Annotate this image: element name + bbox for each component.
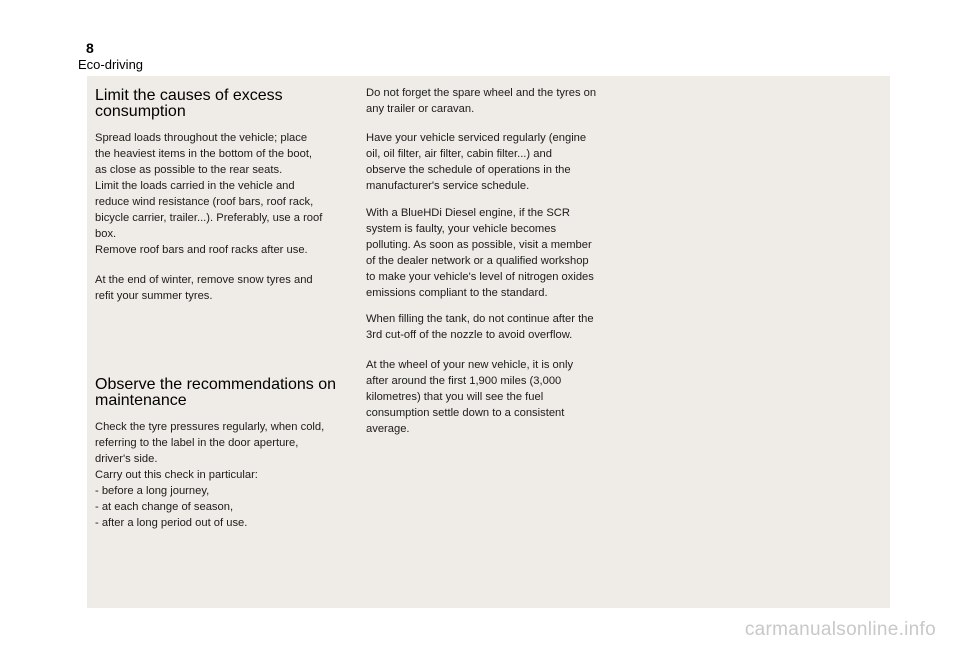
paragraph-winter-tyres: At the end of winter, remove snow tyres and refit your summer tyres. [95, 274, 313, 302]
paragraph-new-vehicle: At the wheel of your new vehicle, it is only after around the first 1,900 miles (3,000 kilometres) that you will see the fuel consumption settle down to a consistent average. [366, 359, 574, 435]
paragraph-servicing: Have your vehicle serviced regularly (engine oil, oil filter, air filter, cabin filter...) and observe the schedule of operations in the manufacturer's service schedule. [366, 132, 587, 192]
watermark-text: carmanualsonline.info [744, 619, 936, 640]
paragraph-scr-system: With a BlueHDi Diesel engine, if the SCR system is faulty, your vehicle becomes polluting. As soon as possible, visit a member of the dealer network or a qualified workshop to make your vehicle's level of nitrogen oxides emissions compliant to the standard. [366, 207, 594, 299]
paragraph-spare-wheel: Do not forget the spare wheel and the tyres on any trailer or caravan. [366, 87, 597, 115]
section-label: Eco-driving [78, 57, 144, 72]
heading-maintenance: Observe the recommendations on maintenance [95, 376, 337, 409]
paragraph-tyre-pressure: Check the tyre pressures regularly, when cold, referring to the label in the door aperture, driver's side. Carry out this check in particular: - before a long journey, - at each change of season, - after a long period out of use. [95, 421, 325, 529]
content-panel [87, 76, 890, 608]
paragraph-loads: Spread loads throughout the vehicle; place the heaviest items in the bottom of the boot, as close as possible to the rear seats. Limit the loads carried in the vehicle and reduce wind resistance (roof bars, roof rack, bicycle carrier, trailer...). Preferably, use a roof box. Remove roof bars and roof racks after use. [95, 132, 323, 256]
paragraph-filling-tank: When filling the tank, do not continue after the 3rd cut-off of the nozzle to avoid overflow. [366, 313, 594, 341]
heading-excess-consumption: Limit the causes of excess consumption [95, 87, 283, 120]
page-number: 8 [86, 40, 94, 56]
